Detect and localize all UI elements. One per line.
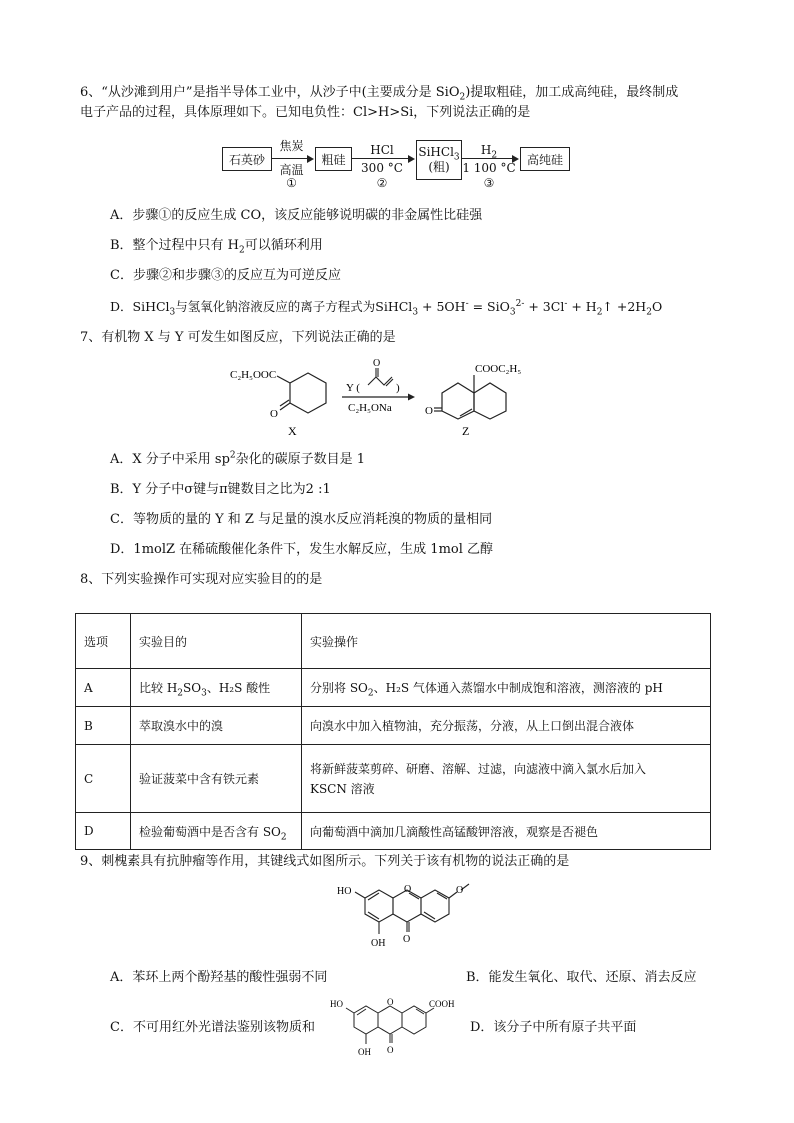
flow-box-quartz-sand: 石英砂 [222, 147, 272, 171]
q6-option-c[interactable]: C．步骤②和步骤③的反应互为可逆反应 [110, 268, 341, 283]
flow-box-pure-silicon: 高纯硅 [520, 147, 570, 171]
mol1-oh-bottom: OH [371, 938, 386, 949]
q7-option-c[interactable]: C．等物质的量的 Y 和 Z 与足量的溴水反应消耗溴的物质的量相同 [110, 512, 493, 527]
row-operation: 将新鲜菠菜剪碎、研磨、溶解、过滤，向滤液中滴入氯水后加入 KSCN 溶液 [302, 745, 711, 813]
q8-experiment-table [75, 613, 711, 850]
base-label: C₂H₅ONa [348, 402, 392, 414]
q7-option-b[interactable]: B．Y 分子中σ键与π键数目之比为2 :1 [110, 482, 331, 497]
flow-arrow-2 [351, 158, 413, 159]
q6-stem-line2: 电子产品的过程，具体原理如下。已知电负性：Cl>H>Si，下列说法正确的是 [80, 105, 531, 120]
row-purpose: 验证菠菜中含有铁元素 [131, 745, 302, 813]
reaction-arrowhead [408, 394, 415, 401]
mol1-ring-o: O [404, 884, 412, 895]
q7-reaction-scheme [230, 355, 530, 438]
row-option: B [76, 707, 131, 745]
q6-option-b[interactable]: B．整个过程中只有 $H_2$可以循环利用 [110, 238, 323, 256]
table-header-operation: 实验操作 [302, 614, 711, 669]
flow-step3-condition: 1 100 °C [462, 161, 516, 175]
table-row [76, 813, 711, 850]
flow-step1-number: ① [286, 176, 297, 190]
flow-arrow-3 [461, 158, 517, 159]
q6-option-a[interactable]: A．步骤①的反应生成 CO，该反应能够说明碳的非金属性比硅强 [110, 208, 483, 223]
flow-step2-number: ② [376, 176, 388, 190]
mol2-cooh: COOH [429, 999, 455, 1009]
flow-box-sihcl3-crude: (粗) [428, 160, 450, 174]
table-header-purpose: 实验目的 [131, 614, 302, 669]
q6-stem-line1: 6、“从沙滩到用户”是指半导体工业中，从沙子中(主要成分是 SiO$_2$)提取粗硅，加工成高纯硅，最终制成 [80, 85, 679, 103]
flow-step1-condition: 高温 [279, 163, 304, 177]
mol2-oh-bottom: OH [358, 1047, 371, 1057]
flow-step3-number: ③ [483, 176, 495, 190]
mol2-ring-o: O [387, 997, 394, 1007]
mol2-ho-top: HO [330, 999, 343, 1009]
x-label: X [288, 424, 297, 438]
q7-option-a[interactable]: A．X 分子中采用 $sp^2$杂化的碳原子数目是 1 [110, 450, 366, 467]
row-option: D [76, 813, 131, 850]
row-operation: 分别将 $SO_2$、H₂S 气体通入蒸馏水中制成饱和溶液，测溶液的 pH [302, 669, 711, 707]
flow-arrow-1 [271, 158, 312, 159]
q8-stem: 8、下列实验操作可实现对应实验目的的是 [80, 572, 323, 587]
z-oxo-label: O [425, 405, 433, 417]
molecule-y [368, 368, 393, 386]
flow-box-sihcl3 [416, 140, 462, 180]
x-oxo-label: O [270, 408, 278, 420]
row-purpose: 比较 $H_2SO_3$、H₂S 酸性 [131, 669, 302, 707]
q9-stem: 9、刺槐素具有抗肿瘤等作用，其键线式如图所示。下列关于该有机物的说法正确的是 [80, 854, 570, 869]
molecule-x [277, 373, 326, 413]
q6-option-d[interactable]: D．SiHCl$_3$与氢氧化钠溶液反应的离子方程式为SiHCl$_3$ + $5OH^- = SiO_3^{2-} + 3Cl^- + H_2↑ +2H_2O$ [110, 298, 663, 318]
mol1-oxo: O [403, 934, 411, 945]
z-ester-label: COOC₂H₅ [475, 363, 522, 375]
table-header-row [76, 614, 711, 669]
row-operation: 向溴水中加入植物油，充分振荡，分液，从上口倒出混合液体 [302, 707, 711, 745]
row-option: A [76, 669, 131, 707]
molecule-z [434, 375, 506, 419]
flow-step2-reagent: HCl [370, 143, 394, 157]
y-oxo-label: O [373, 358, 381, 369]
table-row [76, 669, 711, 707]
q9-option-b[interactable]: B．能发生氧化、取代、还原、消去反应 [466, 970, 697, 985]
mol1-ho-top: HO [337, 886, 352, 897]
y-reagent-label: Y ( [346, 382, 360, 394]
z-label: Z [462, 424, 470, 438]
row-purpose: 萃取溴水中的溴 [131, 707, 302, 745]
row-operation: 向葡萄酒中滴加几滴酸性高锰酸钾溶液，观察是否褪色 [302, 813, 711, 850]
flow-step3-reagent: $H_2$ [480, 143, 498, 161]
q9-option-a[interactable]: A．苯环上两个酚羟基的酸性强弱不同 [110, 970, 328, 985]
flow-box-sihcl3-formula: SiHCl$_3$ [418, 145, 460, 163]
table-row [76, 707, 711, 745]
flow-step2-condition: 300 °C [361, 161, 403, 175]
row-purpose: 检验葡萄酒中是否含有 $SO_2$ [131, 813, 302, 850]
row-option: C [76, 745, 131, 813]
y-reagent-close: ) [396, 382, 400, 394]
table-row [76, 745, 711, 813]
flow-step1-reagent: 焦炭 [279, 139, 304, 153]
table-header-option: 选项 [76, 614, 131, 669]
mol2-oxo: O [387, 1045, 394, 1055]
q9-option-c[interactable]: C．不可用红外光谱法鉴别该物质和 [110, 1020, 315, 1035]
x-ester-label: C₂H₅OOC [230, 369, 277, 381]
mol1-methoxy-o: O [456, 885, 464, 896]
q9-option-d[interactable]: D．该分子中所有原子共平面 [470, 1020, 637, 1035]
q7-stem: 7、有机物 X 与 Y 可发生如图反应，下列说法正确的是 [80, 330, 396, 345]
q9-acacetin-structure [335, 880, 475, 960]
flow-box-crude-silicon: 粗硅 [315, 147, 352, 171]
q7-option-d[interactable]: D．1molZ 在稀硫酸催化条件下，发生水解反应，生成 1mol 乙醇 [110, 542, 494, 557]
q9-comparison-structure [330, 995, 460, 1065]
